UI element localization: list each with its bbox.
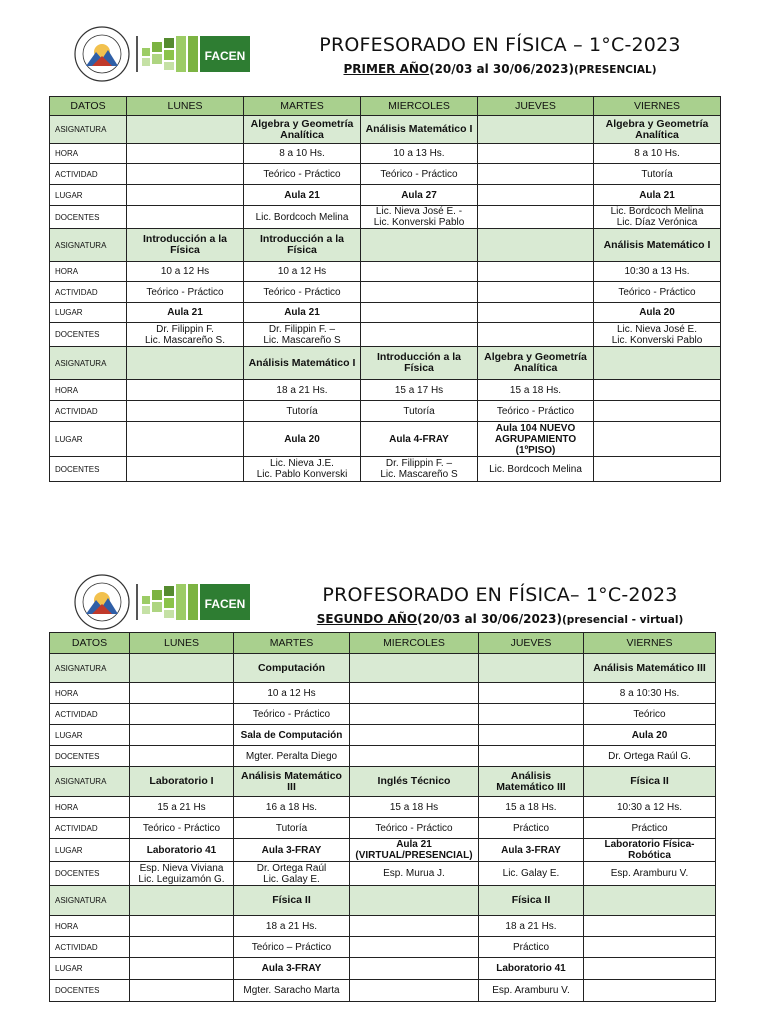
primer-header bbox=[0, 0, 768, 96]
column-header-lunes: LUNES bbox=[127, 97, 244, 116]
table-row bbox=[50, 303, 721, 323]
table-cell: 10:30 a 12 Hs. bbox=[584, 797, 716, 818]
table-cell: Teórico - Práctico bbox=[594, 282, 721, 303]
facen-logo bbox=[136, 34, 250, 74]
table-cell: 15 a 18 Hs. bbox=[478, 380, 594, 401]
table-cell: Teórico – Práctico bbox=[234, 937, 350, 958]
table-cell: 10 a 13 Hs. bbox=[361, 144, 478, 164]
table-cell: Laboratorio 41 bbox=[479, 958, 584, 980]
table-cell: Lic. Nieva José E. Lic. Konverski Pablo bbox=[594, 323, 721, 347]
table-row bbox=[50, 746, 716, 767]
row-label: LUGAR bbox=[50, 839, 130, 862]
table-cell bbox=[130, 683, 234, 704]
table-cell: Física II bbox=[479, 886, 584, 916]
table-cell: Análisis Matemático III bbox=[584, 654, 716, 683]
table-cell bbox=[350, 704, 479, 725]
table-cell bbox=[478, 262, 594, 282]
table-cell: Laboratorio 41 bbox=[130, 839, 234, 862]
row-label: DOCENTES bbox=[50, 323, 127, 347]
table-cell bbox=[478, 229, 594, 262]
table-cell bbox=[361, 303, 478, 323]
table-cell bbox=[361, 262, 478, 282]
table-cell: Esp. Aramburu V. bbox=[479, 980, 584, 1002]
table-cell bbox=[594, 347, 721, 380]
table-cell: Introducción a la Física bbox=[244, 229, 361, 262]
table-row bbox=[50, 937, 716, 958]
table-cell bbox=[584, 916, 716, 937]
segundo-subtitle: SEGUNDO AÑO(20/03 al 30/06/2023)(presencial - virtual) bbox=[316, 612, 684, 626]
row-label: ASIGNATURA bbox=[50, 347, 127, 380]
table-cell bbox=[594, 457, 721, 482]
table-row bbox=[50, 185, 721, 206]
table-row bbox=[50, 116, 721, 144]
table-cell: Tutoría bbox=[234, 818, 350, 839]
column-header-jueves: JUEVES bbox=[479, 633, 584, 654]
table-row bbox=[50, 725, 716, 746]
table-row bbox=[50, 797, 716, 818]
table-cell: 15 a 17 Hs bbox=[361, 380, 478, 401]
row-label: ACTIVIDAD bbox=[50, 704, 130, 725]
table-cell bbox=[350, 958, 479, 980]
table-cell: Análisis Matemático III bbox=[234, 767, 350, 797]
table-cell bbox=[130, 725, 234, 746]
table-cell bbox=[361, 323, 478, 347]
table-cell bbox=[479, 654, 584, 683]
table-cell bbox=[479, 746, 584, 767]
table-cell bbox=[361, 282, 478, 303]
table-row bbox=[50, 916, 716, 937]
table-cell bbox=[127, 185, 244, 206]
table-cell bbox=[478, 303, 594, 323]
table-row bbox=[50, 422, 721, 457]
row-label: ASIGNATURA bbox=[50, 229, 127, 262]
table-cell bbox=[584, 937, 716, 958]
segundo-schedule-table bbox=[49, 632, 716, 1002]
table-cell: Laboratorio I bbox=[130, 767, 234, 797]
table-cell bbox=[478, 323, 594, 347]
table-cell: Práctico bbox=[584, 818, 716, 839]
table-cell bbox=[479, 704, 584, 725]
segundo-title-block bbox=[290, 584, 710, 626]
row-label: DOCENTES bbox=[50, 862, 130, 886]
table-cell bbox=[127, 401, 244, 422]
column-header-miercoles: MIERCOLES bbox=[361, 97, 478, 116]
table-row bbox=[50, 958, 716, 980]
table-cell: Aula 27 bbox=[361, 185, 478, 206]
table-cell: 8 a 10 Hs. bbox=[244, 144, 361, 164]
university-seal-logo bbox=[74, 574, 130, 630]
table-row bbox=[50, 767, 716, 797]
table-cell: Aula 21 bbox=[244, 185, 361, 206]
table-row bbox=[50, 164, 721, 185]
table-header-row bbox=[50, 97, 721, 116]
table-cell: Tutoría bbox=[594, 164, 721, 185]
table-cell: Teórico - Práctico bbox=[244, 164, 361, 185]
table-cell bbox=[350, 916, 479, 937]
row-label: LUGAR bbox=[50, 725, 130, 746]
column-header-datos: DATOS bbox=[50, 97, 127, 116]
table-cell: Mgter. Peralta Diego bbox=[234, 746, 350, 767]
table-cell: Lic. Bordcoch Melina Lic. Díaz Verónica bbox=[594, 206, 721, 229]
row-label: ACTIVIDAD bbox=[50, 401, 127, 422]
table-cell: Lic. Bordcoch Melina bbox=[244, 206, 361, 229]
table-cell: Teórico - Práctico bbox=[234, 704, 350, 725]
table-cell: Aula 21 (VIRTUAL/PRESENCIAL) bbox=[350, 839, 479, 862]
table-cell bbox=[350, 683, 479, 704]
table-row bbox=[50, 347, 721, 380]
table-cell: Inglés Técnico bbox=[350, 767, 479, 797]
table-row bbox=[50, 206, 721, 229]
table-cell bbox=[127, 457, 244, 482]
table-cell: Introducción a la Física bbox=[361, 347, 478, 380]
table-cell: Aula 20 bbox=[244, 422, 361, 457]
primer-title-block bbox=[290, 34, 710, 76]
table-cell: 15 a 18 Hs. bbox=[479, 797, 584, 818]
row-label: ASIGNATURA bbox=[50, 654, 130, 683]
table-cell: Laboratorio Física- Robótica bbox=[584, 839, 716, 862]
row-label: ASIGNATURA bbox=[50, 886, 130, 916]
row-label: HORA bbox=[50, 144, 127, 164]
segundo-ano-section bbox=[0, 536, 768, 996]
row-label: DOCENTES bbox=[50, 206, 127, 229]
table-cell bbox=[594, 380, 721, 401]
table-cell bbox=[130, 980, 234, 1002]
table-cell: 18 a 21 Hs. bbox=[244, 380, 361, 401]
table-cell: Análisis Matemático I bbox=[361, 116, 478, 144]
primer-ano-section bbox=[0, 0, 768, 480]
segundo-header bbox=[0, 536, 768, 632]
table-row bbox=[50, 457, 721, 482]
table-row bbox=[50, 380, 721, 401]
row-label: LUGAR bbox=[50, 303, 127, 323]
table-cell: Teórico - Práctico bbox=[244, 282, 361, 303]
table-cell: Física II bbox=[234, 886, 350, 916]
table-cell bbox=[130, 916, 234, 937]
table-cell: Lic. Bordcoch Melina bbox=[478, 457, 594, 482]
table-cell bbox=[130, 654, 234, 683]
primer-schedule-table bbox=[49, 96, 721, 482]
table-cell: Dr. Filippin F. – Lic. Mascareño S bbox=[361, 457, 478, 482]
table-cell bbox=[127, 422, 244, 457]
row-label: ASIGNATURA bbox=[50, 116, 127, 144]
table-cell bbox=[594, 401, 721, 422]
table-cell: Mgter. Saracho Marta bbox=[234, 980, 350, 1002]
segundo-title: PROFESORADO EN FÍSICA– 1°C-2023 bbox=[322, 584, 678, 606]
table-cell: Dr. Ortega Raúl Lic. Galay E. bbox=[234, 862, 350, 886]
table-cell: 8 a 10 Hs. bbox=[594, 144, 721, 164]
table-row bbox=[50, 704, 716, 725]
table-cell: Dr. Filippin F. – Lic. Mascareño S bbox=[244, 323, 361, 347]
table-cell bbox=[479, 683, 584, 704]
table-cell: Aula 3-FRAY bbox=[479, 839, 584, 862]
column-header-miercoles: MIERCOLES bbox=[350, 633, 479, 654]
row-label: DOCENTES bbox=[50, 457, 127, 482]
table-cell: Lic. Galay E. bbox=[479, 862, 584, 886]
table-row bbox=[50, 886, 716, 916]
table-row bbox=[50, 323, 721, 347]
table-cell: Algebra y Geometría Analítica bbox=[594, 116, 721, 144]
table-row bbox=[50, 683, 716, 704]
table-row bbox=[50, 839, 716, 862]
table-row bbox=[50, 654, 716, 683]
table-cell: Esp. Murua J. bbox=[350, 862, 479, 886]
table-cell: Tutoría bbox=[244, 401, 361, 422]
row-label: ASIGNATURA bbox=[50, 767, 130, 797]
column-header-lunes: LUNES bbox=[130, 633, 234, 654]
table-cell bbox=[350, 746, 479, 767]
row-label: LUGAR bbox=[50, 185, 127, 206]
table-row bbox=[50, 144, 721, 164]
table-cell bbox=[584, 958, 716, 980]
table-cell: Aula 21 bbox=[244, 303, 361, 323]
table-row bbox=[50, 282, 721, 303]
table-cell bbox=[130, 958, 234, 980]
table-cell: Teórico - Práctico bbox=[478, 401, 594, 422]
table-cell: 18 a 21 Hs. bbox=[479, 916, 584, 937]
table-row bbox=[50, 818, 716, 839]
table-cell: Teórico - Práctico bbox=[361, 164, 478, 185]
row-label: ACTIVIDAD bbox=[50, 818, 130, 839]
table-cell: Tutoría bbox=[361, 401, 478, 422]
table-cell: Análisis Matemático III bbox=[479, 767, 584, 797]
column-header-datos: DATOS bbox=[50, 633, 130, 654]
table-cell: 15 a 18 Hs bbox=[350, 797, 479, 818]
table-cell: 15 a 21 Hs bbox=[130, 797, 234, 818]
table-cell: Dr. Filippin F. Lic. Mascareño S. bbox=[127, 323, 244, 347]
table-cell bbox=[127, 116, 244, 144]
facen-logo bbox=[136, 582, 250, 622]
table-cell bbox=[350, 980, 479, 1002]
table-row bbox=[50, 229, 721, 262]
table-cell bbox=[350, 886, 479, 916]
table-cell bbox=[584, 980, 716, 1002]
table-cell bbox=[350, 725, 479, 746]
table-cell: Sala de Computación bbox=[234, 725, 350, 746]
table-cell: Aula 21 bbox=[594, 185, 721, 206]
table-cell bbox=[478, 282, 594, 303]
table-cell: 10 a 12 Hs bbox=[244, 262, 361, 282]
table-cell bbox=[478, 116, 594, 144]
row-label: ACTIVIDAD bbox=[50, 282, 127, 303]
table-cell: Análisis Matemático I bbox=[594, 229, 721, 262]
table-cell bbox=[361, 229, 478, 262]
row-label: LUGAR bbox=[50, 958, 130, 980]
table-cell: Algebra y Geometría Analítica bbox=[244, 116, 361, 144]
table-cell bbox=[127, 206, 244, 229]
table-cell: Aula 3-FRAY bbox=[234, 839, 350, 862]
table-cell: Esp. Nieva Viviana Lic. Leguizamón G. bbox=[130, 862, 234, 886]
table-cell: 10 a 12 Hs bbox=[127, 262, 244, 282]
table-cell bbox=[350, 937, 479, 958]
column-header-jueves: JUEVES bbox=[478, 97, 594, 116]
primer-title: PROFESORADO EN FÍSICA – 1°C-2023 bbox=[319, 34, 681, 56]
primer-subtitle: PRIMER AÑO(20/03 al 30/06/2023)(PRESENCIAL) bbox=[343, 62, 657, 76]
table-header-row bbox=[50, 633, 716, 654]
table-cell bbox=[350, 654, 479, 683]
table-cell bbox=[478, 185, 594, 206]
column-header-viernes: VIERNES bbox=[584, 633, 716, 654]
table-cell bbox=[130, 886, 234, 916]
table-cell: Lic. Nieva José E. - Lic. Konverski Pablo bbox=[361, 206, 478, 229]
table-cell bbox=[478, 144, 594, 164]
table-cell bbox=[478, 206, 594, 229]
row-label: DOCENTES bbox=[50, 980, 130, 1002]
table-row bbox=[50, 862, 716, 886]
row-label: ACTIVIDAD bbox=[50, 937, 130, 958]
row-label: HORA bbox=[50, 262, 127, 282]
table-cell: Aula 3-FRAY bbox=[234, 958, 350, 980]
facen-logo-text: FACEN bbox=[204, 597, 246, 611]
table-cell: Aula 4-FRAY bbox=[361, 422, 478, 457]
table-cell: Práctico bbox=[479, 937, 584, 958]
table-cell: Aula 104 NUEVO AGRUPAMIENTO (1ºPISO) bbox=[478, 422, 594, 457]
table-cell: Teórico bbox=[584, 704, 716, 725]
column-header-martes: MARTES bbox=[234, 633, 350, 654]
table-cell: Física II bbox=[584, 767, 716, 797]
table-cell: Esp. Aramburu V. bbox=[584, 862, 716, 886]
table-cell: Teórico - Práctico bbox=[130, 818, 234, 839]
column-header-viernes: VIERNES bbox=[594, 97, 721, 116]
table-cell: Práctico bbox=[479, 818, 584, 839]
row-label: HORA bbox=[50, 797, 130, 818]
table-cell: 10:30 a 13 Hs. bbox=[594, 262, 721, 282]
table-cell bbox=[130, 746, 234, 767]
university-seal-logo bbox=[74, 26, 130, 82]
row-label: DOCENTES bbox=[50, 746, 130, 767]
table-cell: Aula 20 bbox=[584, 725, 716, 746]
table-cell: Teórico - Práctico bbox=[127, 282, 244, 303]
facen-logo-text: FACEN bbox=[204, 49, 246, 63]
column-header-martes: MARTES bbox=[244, 97, 361, 116]
table-cell: 16 a 18 Hs. bbox=[234, 797, 350, 818]
table-cell bbox=[584, 886, 716, 916]
table-cell bbox=[127, 164, 244, 185]
table-cell: Análisis Matemático I bbox=[244, 347, 361, 380]
table-cell: Computación bbox=[234, 654, 350, 683]
table-cell bbox=[479, 725, 584, 746]
table-cell: Aula 20 bbox=[594, 303, 721, 323]
table-cell: Algebra y Geometría Analítica bbox=[478, 347, 594, 380]
table-row bbox=[50, 980, 716, 1002]
table-cell bbox=[127, 347, 244, 380]
table-cell bbox=[478, 164, 594, 185]
table-cell: Dr. Ortega Raúl G. bbox=[584, 746, 716, 767]
table-cell: Lic. Nieva J.E. Lic. Pablo Konverski bbox=[244, 457, 361, 482]
row-label: LUGAR bbox=[50, 422, 127, 457]
table-cell: Introducción a la Física bbox=[127, 229, 244, 262]
table-cell: Teórico - Práctico bbox=[350, 818, 479, 839]
table-row bbox=[50, 401, 721, 422]
table-cell: 10 a 12 Hs bbox=[234, 683, 350, 704]
row-label: ACTIVIDAD bbox=[50, 164, 127, 185]
table-cell: 8 a 10:30 Hs. bbox=[584, 683, 716, 704]
table-cell bbox=[594, 422, 721, 457]
table-row bbox=[50, 262, 721, 282]
table-cell: Aula 21 bbox=[127, 303, 244, 323]
row-label: HORA bbox=[50, 916, 130, 937]
row-label: HORA bbox=[50, 380, 127, 401]
table-cell bbox=[127, 144, 244, 164]
table-cell: 18 a 21 Hs. bbox=[234, 916, 350, 937]
table-cell bbox=[130, 937, 234, 958]
table-cell bbox=[127, 380, 244, 401]
row-label: HORA bbox=[50, 683, 130, 704]
table-cell bbox=[130, 704, 234, 725]
